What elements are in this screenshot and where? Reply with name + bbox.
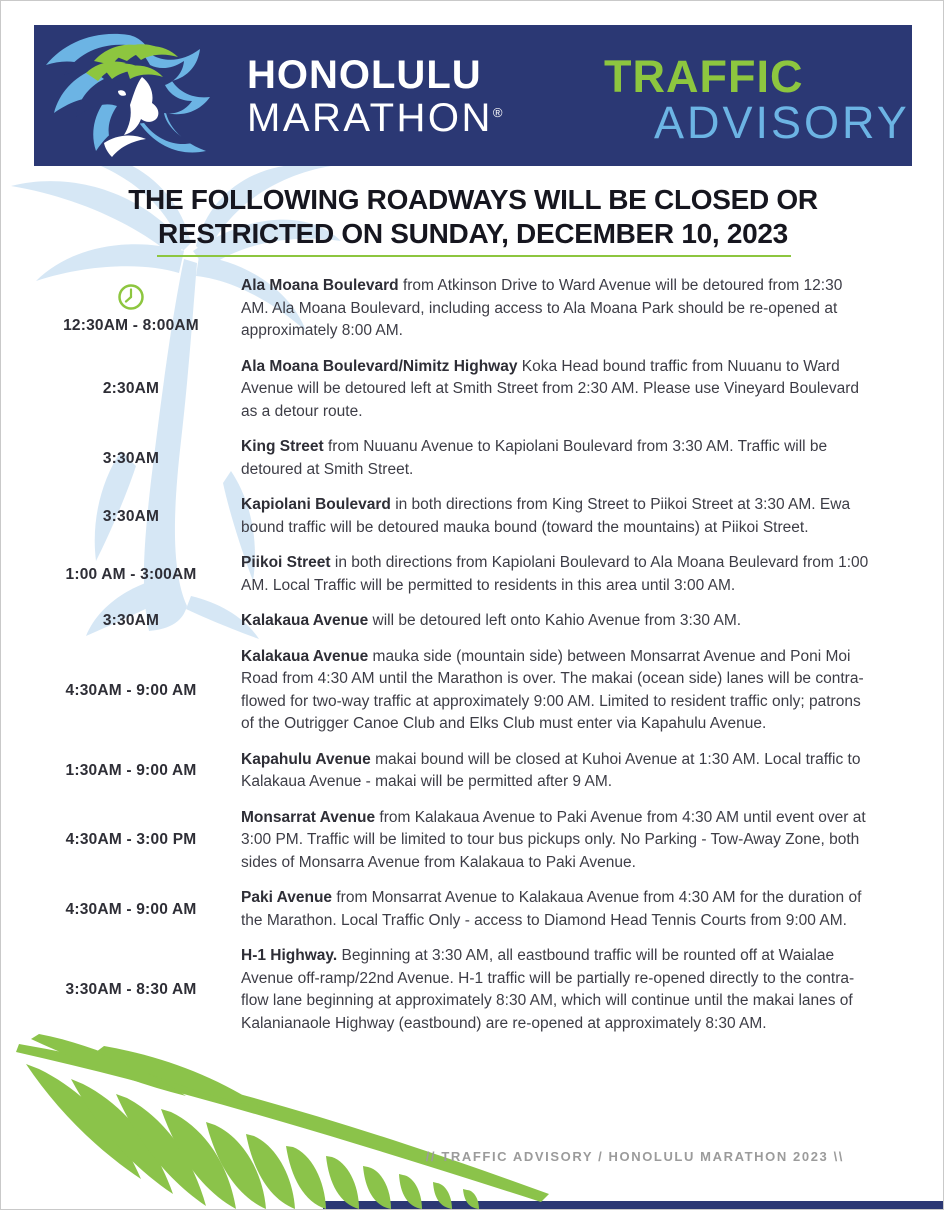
title-line2: RESTRICTED ON SUNDAY, DECEMBER 10, 2023 — [158, 218, 788, 249]
closure-time — [41, 566, 221, 584]
closure-description — [241, 887, 869, 932]
closure-description — [241, 749, 869, 794]
advisory-line1: TRAFFIC — [604, 51, 804, 102]
closure-description — [241, 945, 869, 1035]
closure-row — [41, 646, 909, 736]
closure-time — [41, 901, 221, 919]
time-label: 1:00 AM - 3:00AM — [65, 565, 197, 583]
closure-row — [41, 749, 909, 794]
closure-row — [41, 275, 909, 343]
description-text: mauka side (mountain side) between Monsarrat Avenue and Poni Moi Road from 4:30 AM until the Marathon is over. The makai (ocean side) lanes will be contra-flowed for two-way traffic at approximately 9:00 AM. Limited to resident traffic only; patrons of the Outrigger Canoe Club and Elks Club must enter via Kapahulu Avenue. — [241, 647, 864, 732]
time-label: 3:30AM - 8:30 AM — [65, 981, 197, 998]
closure-time — [41, 682, 221, 700]
time-label: 12:30AM - 8:00AM — [63, 316, 199, 334]
closure-time — [41, 283, 221, 335]
time-label: 2:30AM — [102, 380, 160, 398]
closure-time — [41, 762, 221, 780]
header-band — [34, 25, 912, 166]
closure-row — [41, 356, 909, 424]
title-line1: THE FOLLOWING ROADWAYS WILL BE CLOSED OR — [128, 184, 818, 215]
description-text: in both directions from King Street to Piikoi Street at 3:30 AM. Ewa bound traffic will be detoured mauka bound (toward the mountains) at Piikoi Street. — [241, 496, 851, 536]
description-text: from Kalakaua Avenue to Paki Avenue from 4:30 AM until event over at 3:00 PM. Traffic will be limited to tour bus pickups only. No Parking - Tow-Away Zone, both sides of Monsarra Avenue from Kalakaua to Paki Avenue. — [241, 808, 866, 871]
brand-line2: MARATHON® — [247, 96, 503, 140]
road-name: Kalakaua Avenue — [241, 612, 369, 629]
closure-description — [241, 436, 869, 481]
closure-description — [241, 610, 869, 633]
road-name: Paki Avenue — [241, 889, 333, 906]
description-text: from Atkinson Drive to Ward Avenue will be detoured from 12:30 AM. Ala Moana Boulevard, including access to Ala Moana Park should be re-opened at approximately 8:00 AM. — [241, 277, 843, 339]
road-name: Ala Moana Boulevard — [241, 277, 399, 294]
time-label: 4:30AM - 9:00 AM — [65, 681, 197, 699]
advisory-line2: ADVISORY — [654, 97, 910, 148]
closure-row — [41, 436, 909, 481]
road-name: Monsarrat Avenue — [241, 808, 376, 826]
advisory-wordmark — [604, 51, 910, 148]
closure-row — [41, 807, 909, 875]
description-text: makai bound will be closed at Kuhoi Avenue at 1:30 AM. Local traffic to Kalakaua Avenue - makai will be permitted after 9 AM. — [241, 750, 861, 790]
closure-time — [41, 380, 221, 398]
road-name: Piikoi Street — [241, 554, 331, 571]
road-name: H-1 Highway. — [241, 947, 338, 964]
registered-mark: ® — [492, 105, 503, 120]
closure-description — [241, 275, 869, 343]
closure-list — [41, 275, 909, 1048]
time-label: 3:30AM — [102, 507, 160, 525]
description-text: will be detoured left onto Kahio Avenue from 3:30 AM. — [372, 612, 742, 629]
road-name: Kapahulu Avenue — [241, 750, 371, 768]
road-name: Kapiolani Boulevard — [241, 496, 391, 513]
palm-frond-decoration — [1, 1034, 681, 1209]
closure-row — [41, 945, 909, 1035]
clock-icon — [117, 283, 145, 311]
closure-description — [241, 356, 869, 424]
closure-description — [241, 807, 869, 875]
brand-wordmark — [247, 55, 503, 138]
closure-description — [241, 552, 869, 597]
honolulu-marathon-logo — [34, 25, 249, 166]
time-label: 4:30AM - 9:00 AM — [65, 900, 197, 918]
description-text: from Nuuanu Avenue to Kapiolani Boulevard from 3:30 AM. Traffic will be detoured at Smith Street. — [241, 438, 828, 478]
time-label: 3:30AM — [102, 449, 160, 467]
closure-time — [41, 831, 221, 849]
brand-line1: HONOLULU — [247, 53, 482, 97]
time-label: 1:30AM - 9:00 AM — [65, 762, 197, 779]
closure-row — [41, 494, 909, 539]
road-name: Ala Moana Boulevard/Nimitz Highway — [241, 357, 518, 375]
description-text: from Monsarrat Avenue to Kalakaua Avenue from 4:30 AM for the duration of the Marathon. Local Traffic Only - access to Diamond Head Tennis Courts from 9:00 AM. — [241, 889, 862, 929]
closure-description — [241, 646, 869, 736]
description-text: in both directions from Kapiolani Boulevard to Ala Moana Beulevard from 1:00 AM. Local Traffic will be permitted to residents in this area until 3:00 AM. — [241, 554, 869, 594]
description-text: Koka Head bound traffic from Nuuanu to Ward Avenue will be detoured left at Smith Street from 2:30 AM. Please use Vineyard Boulevard as a detour route. — [241, 357, 860, 420]
closure-row — [41, 887, 909, 932]
description-text: Beginning at 3:30 AM, all eastbound traffic will be rounted off at Waialae Avenue off-ramp/22nd Avenue. H-1 traffic will be partially re-opened directly to the contra-flow lane beginning at approximately 8:30 AM, which will continue until the makai lanes of Kalanianaole Highway (eastbound) are re-opened at approximately 8:30 AM. — [241, 947, 855, 1032]
road-name: Kalakaua Avenue — [241, 647, 369, 665]
title-divider — [157, 255, 791, 257]
time-label: 4:30AM - 3:00 PM — [65, 831, 197, 849]
closure-row — [41, 552, 909, 597]
time-label: 3:30AM — [102, 612, 160, 630]
footer-note: // TRAFFIC ADVISORY / HONOLULU MARATHON 2023 \\ — [425, 1149, 844, 1164]
road-name: King Street — [241, 438, 324, 455]
closure-time — [41, 450, 221, 468]
closure-time — [41, 612, 221, 630]
closure-row — [41, 610, 909, 633]
closure-description — [241, 494, 869, 539]
closure-time — [41, 508, 221, 526]
page-title — [1, 183, 944, 251]
closure-time — [41, 981, 221, 999]
